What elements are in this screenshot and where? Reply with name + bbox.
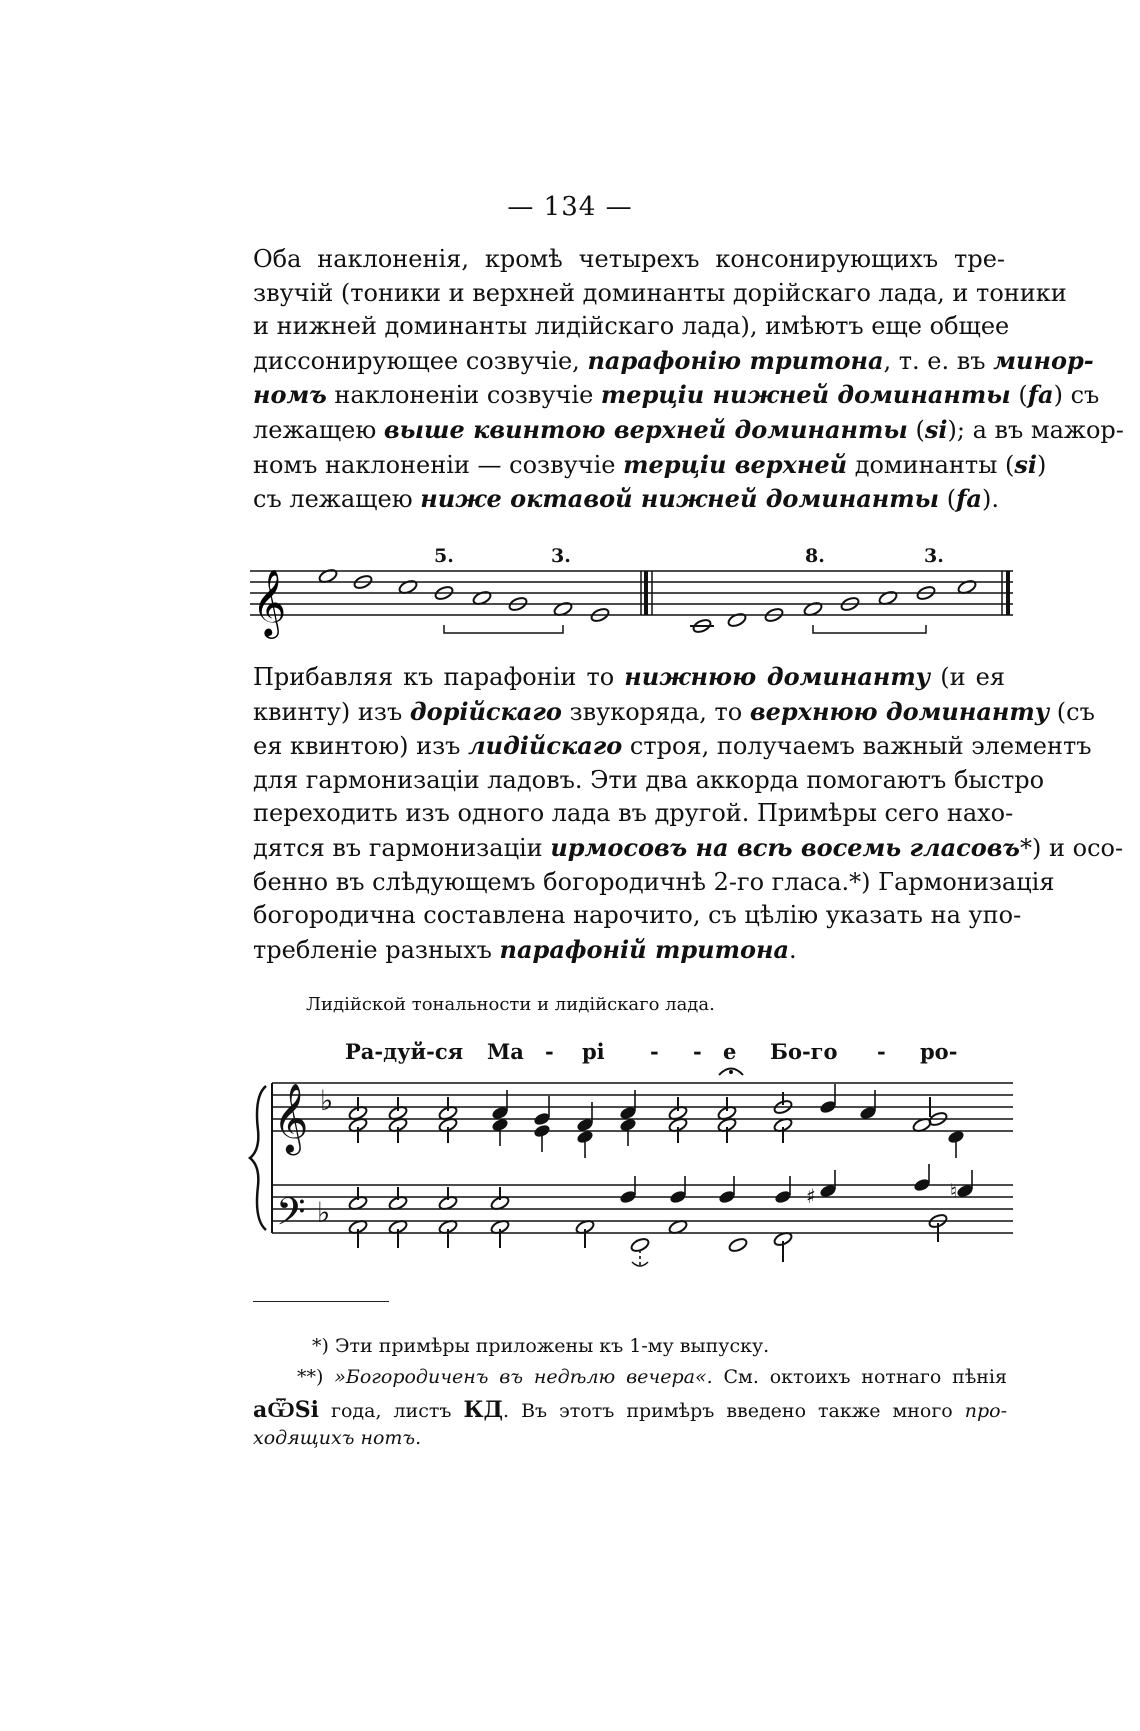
body-text: лежащею bbox=[253, 415, 384, 444]
body-text: (и ея bbox=[930, 663, 1005, 691]
body-text: наклоненіи созвучіе bbox=[326, 381, 601, 410]
emphasis-text: парафоній тритона bbox=[499, 934, 790, 964]
lyric-syllable: е bbox=[723, 1039, 737, 1064]
staff-lines-treble bbox=[272, 1083, 1013, 1131]
emphasis-text: выше квинтою верхней доминанты bbox=[383, 414, 908, 444]
lyrics bbox=[345, 1039, 957, 1064]
body-text: переходить изъ одного лада въ другой. Примѣры сего нахо- bbox=[253, 799, 1014, 828]
emphasis-text: верхнюю доминанту bbox=[749, 696, 1050, 726]
body-text: номъ наклоненіи — созвучіе bbox=[253, 450, 624, 479]
body-text: Прибавляя къ парафоніи то bbox=[253, 663, 625, 691]
body-text: строя, получаемъ важный элементъ bbox=[622, 732, 1092, 761]
lyric-syllable: ро- bbox=[920, 1039, 958, 1064]
body-text: доминанты ( bbox=[847, 450, 1015, 479]
body-text: требленіе разныхъ bbox=[253, 935, 500, 964]
footnote-2: **) »Богородиченъ въ недѣлю вечера«. См. октоихъ нотнаго пѣнія bbox=[297, 1366, 1007, 1388]
lyric-syllable: Ра-дуй-ся bbox=[345, 1039, 464, 1064]
emphasis-text: номъ bbox=[253, 380, 327, 410]
lyric-syllable: рі bbox=[582, 1039, 605, 1064]
flat-icon: ♭ bbox=[317, 1196, 331, 1229]
body-text: (съ bbox=[1049, 697, 1095, 726]
bass-clef-icon: 𝄢 bbox=[276, 1189, 306, 1243]
body-text: ея квинтою) изъ bbox=[253, 732, 469, 761]
body-text: Оба наклоненія, кромѣ четырехъ консонирующихъ тре- bbox=[253, 245, 1005, 273]
lyric-syllable: Бо-го bbox=[770, 1039, 838, 1064]
emphasis-text: si bbox=[924, 414, 948, 444]
bass-filled-notes bbox=[619, 1177, 975, 1205]
emphasis-text: fa bbox=[1027, 380, 1054, 410]
emphasis-text: терціи нижней доминанты bbox=[600, 380, 1011, 410]
emphasis-text: минор- bbox=[993, 345, 1094, 375]
emphasis-text: дорійскаго bbox=[409, 696, 562, 726]
treble-chords bbox=[348, 1097, 459, 1143]
treble-clef-icon: 𝄞 bbox=[252, 568, 287, 636]
flat-icon: ♭ bbox=[320, 1084, 334, 1117]
body-text: , т. е. въ bbox=[883, 346, 994, 375]
treble-half-notes bbox=[668, 1092, 949, 1143]
page-number: — 134 — bbox=[507, 192, 633, 222]
lyric-syllable: - bbox=[650, 1039, 659, 1064]
body-text: ( bbox=[907, 415, 925, 444]
body-text: звучій (тоники и верхней доминанты дорійскаго лада, и тоники bbox=[253, 278, 1067, 307]
interval-label-4: 3. bbox=[924, 545, 944, 567]
bass-stems bbox=[635, 1164, 972, 1265]
body-text: звукоряда, то bbox=[561, 697, 750, 726]
body-text: ( bbox=[1010, 381, 1028, 410]
brace-icon bbox=[250, 1086, 266, 1230]
bass-half-notes bbox=[348, 1187, 949, 1262]
body-text: богородична составлена нарочито, съ цѣлію указать на упо- bbox=[253, 901, 1022, 930]
body-text: съ лежащею bbox=[253, 485, 421, 514]
body-text: и нижней доминанты лидійскаго лада), имѣютъ еще общее bbox=[253, 312, 1010, 341]
emphasis-text: fa bbox=[956, 484, 982, 514]
lyric-syllable: - bbox=[693, 1039, 702, 1064]
lyric-syllable: Ма bbox=[487, 1039, 524, 1064]
body-text: ); а въ мажор- bbox=[947, 415, 1124, 444]
body-text: ( bbox=[939, 485, 957, 514]
footnote-rule bbox=[253, 1301, 389, 1302]
body-text: для гармонизаціи ладовъ. Эти два аккорда помогаютъ быстро bbox=[253, 765, 1045, 794]
body-text: ) bbox=[1036, 450, 1047, 479]
lyric-syllable: - bbox=[545, 1039, 554, 1064]
footnote-1: *) Эти примѣры приложены къ 1-му выпуску. bbox=[312, 1335, 770, 1357]
natural-icon: ♮ bbox=[950, 1179, 958, 1203]
body-text: диссонирующее созвучіе, bbox=[253, 346, 588, 375]
emphasis-text: нижнюю доминанту bbox=[624, 662, 931, 691]
treble-clef-icon: 𝄞 bbox=[273, 1083, 309, 1153]
emphasis-text: лидійскаго bbox=[468, 731, 623, 761]
body-text: дятся въ гармонизаціи bbox=[253, 833, 551, 862]
footnote-2-end: ходящихъ нотъ. bbox=[253, 1427, 422, 1449]
interval-label-3: 8. bbox=[805, 545, 825, 567]
body-text: ) съ bbox=[1053, 381, 1100, 410]
example-caption: Лидійской тональности и лидійскаго лада. bbox=[306, 994, 715, 1015]
emphasis-text: парафонію тритона bbox=[587, 345, 884, 375]
body-text: бенно въ слѣдующемъ богородичнѣ 2-го гласа.*) Гармонизація bbox=[253, 867, 1055, 896]
sharp-icon: ♯ bbox=[806, 1184, 816, 1208]
footnote-2-continued: аѾЅі года, листъ КД. Въ этотъ примѣръ введено также много про- bbox=[253, 1397, 1007, 1423]
lyric-syllable: - bbox=[877, 1039, 886, 1064]
interval-label-2: 3. bbox=[551, 545, 571, 567]
body-text: . bbox=[789, 935, 797, 964]
body-text: ). bbox=[981, 485, 999, 514]
body-text: квинту) изъ bbox=[253, 697, 410, 726]
emphasis-text: si bbox=[1014, 449, 1037, 479]
body-text: *) и осо- bbox=[1020, 833, 1124, 862]
staff-lines-bass bbox=[272, 1185, 1013, 1233]
emphasis-text: ниже октавой нижней доминанты bbox=[420, 484, 940, 514]
interval-label-1: 5. bbox=[434, 545, 454, 567]
emphasis-text: ирмосовъ на всѣ восемь гласовъ bbox=[550, 832, 1020, 862]
emphasis-text: терціи верхней bbox=[623, 449, 848, 479]
